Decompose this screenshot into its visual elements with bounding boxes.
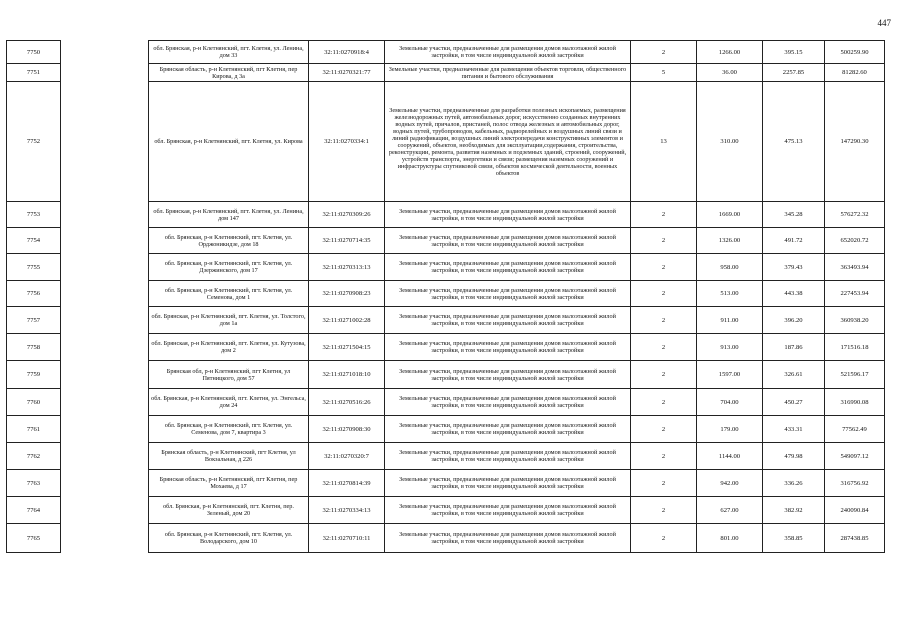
row-id: 7752 xyxy=(7,82,61,202)
cadastral-value-cell: 576272.32 xyxy=(825,202,885,228)
cadastral-value-cell: 81282.60 xyxy=(825,64,885,82)
gap xyxy=(61,470,149,497)
cadastral-value-cell: 147290.30 xyxy=(825,82,885,202)
cadastral-number-cell: 32:11:0270321:77 xyxy=(309,64,385,82)
cadastral-value-cell: 363493.94 xyxy=(825,254,885,281)
specific-value-cell: 345.28 xyxy=(763,202,825,228)
table-row xyxy=(7,64,885,82)
gap xyxy=(61,254,149,281)
row-id: 7760 xyxy=(7,389,61,416)
table-row xyxy=(7,470,885,497)
row-id: 7756 xyxy=(7,281,61,307)
gap xyxy=(61,334,149,361)
address-cell: Брянская область, р-н Клетнянский, пгт Клетня, пер Мохаева, д 17 xyxy=(149,470,309,497)
area-cell: 1597.00 xyxy=(697,361,763,389)
row-id: 7763 xyxy=(7,470,61,497)
cadastral-number-cell: 32:11:0270918:4 xyxy=(309,41,385,64)
cadastral-value-cell: 227453.94 xyxy=(825,281,885,307)
specific-value-cell: 450.27 xyxy=(763,389,825,416)
gap xyxy=(61,307,149,334)
area-cell: 1669.00 xyxy=(697,202,763,228)
address-cell: обл. Брянская, р-н Клетнянский, пгт. Клетня, ул. Энгельса, дом 24 xyxy=(149,389,309,416)
cadastral-value-cell: 360938.20 xyxy=(825,307,885,334)
table-row xyxy=(7,307,885,334)
cadastral-number-cell: 32:11:0270320:7 xyxy=(309,443,385,470)
cadastral-number-cell: 32:11:0270313:13 xyxy=(309,254,385,281)
area-cell: 704.00 xyxy=(697,389,763,416)
specific-value-cell: 187.86 xyxy=(763,334,825,361)
gap xyxy=(61,281,149,307)
group-cell: 2 xyxy=(631,202,697,228)
row-id: 7759 xyxy=(7,361,61,389)
cadastral-number-cell: 32:11:0270714:35 xyxy=(309,228,385,254)
area-cell: 911.00 xyxy=(697,307,763,334)
address-cell: обл. Брянская, р-н Клетнянский, пгт. Клетня, пер. Зеленый, дом 20 xyxy=(149,497,309,524)
gap xyxy=(61,64,149,82)
group-cell: 2 xyxy=(631,254,697,281)
cadastral-value-cell: 171516.18 xyxy=(825,334,885,361)
row-id: 7755 xyxy=(7,254,61,281)
gap xyxy=(61,416,149,443)
address-cell: обл. Брянская, р-н Клетнянский, пгт. Клетня, ул. Толстого, дом 1а xyxy=(149,307,309,334)
address-cell: обл. Брянская, р-н Клетнянский, пгт. Клетня, ул. Ленина, дом 33 xyxy=(149,41,309,64)
group-cell: 2 xyxy=(631,361,697,389)
cadastral-number-cell: 32:11:0270516:26 xyxy=(309,389,385,416)
area-cell: 942.00 xyxy=(697,470,763,497)
specific-value-cell: 479.98 xyxy=(763,443,825,470)
specific-value-cell: 433.31 xyxy=(763,416,825,443)
table-row xyxy=(7,254,885,281)
gap xyxy=(61,524,149,553)
area-cell: 801.00 xyxy=(697,524,763,553)
group-cell: 2 xyxy=(631,443,697,470)
cadastral-value-cell: 500259.90 xyxy=(825,41,885,64)
row-id: 7751 xyxy=(7,64,61,82)
address-cell: обл. Брянская, р-н Клетнянский, пгт. Клетня, ул. Володарского, дом 10 xyxy=(149,524,309,553)
land-use-cell: Земельные участки, предназначенные для размещения домов малоэтажной жилой застройки, в том числе индивидуальной жилой застройки xyxy=(385,497,631,524)
table-row xyxy=(7,202,885,228)
table-row xyxy=(7,497,885,524)
cadastral-value-table xyxy=(6,40,885,553)
table-row xyxy=(7,228,885,254)
group-cell: 2 xyxy=(631,334,697,361)
land-use-cell: Земельные участки, предназначенные для разработки полезных ископаемых, размещения железнодорожных путей, автомобильных дорог, искусственно созданных внутренних водных путей, причалов, пристаней, полос отвода железных и автомобильных дорог, водных путей, трубопроводов, кабельных, радиорелейных и воздушных линий связи и линий радиофикации, воздушных линий электропередачи конструктивных элементов и сооружений, объектов, необходимых для эксплуатации,содержания, строительства, реконструкции, ремонта, развития наземных и подземных зданий, строений, сооружений, устройств транспорта, энергетики и связи; размещения наземных сооружений и инфраструктуры спутниковой связи, объектов космической деятельности, военных объектов xyxy=(385,82,631,202)
land-use-cell: Земельные участки, предназначенные для размещения домов малоэтажной жилой застройки, в том числе индивидуальной жилой застройки xyxy=(385,361,631,389)
land-use-cell: Земельные участки, предназначенные для размещения домов малоэтажной жилой застройки, в том числе индивидуальной жилой застройки xyxy=(385,416,631,443)
land-use-cell: Земельные участки, предназначенные для размещения домов малоэтажной жилой застройки, в том числе индивидуальной жилой застройки xyxy=(385,334,631,361)
row-id: 7764 xyxy=(7,497,61,524)
address-cell: Брянская обл, р-н Клетнянский, пгт Клетня, ул Пятницкого, дом 57 xyxy=(149,361,309,389)
gap xyxy=(61,228,149,254)
specific-value-cell: 2257.85 xyxy=(763,64,825,82)
cadastral-number-cell: 32:11:0271002:28 xyxy=(309,307,385,334)
table-row xyxy=(7,334,885,361)
table-row xyxy=(7,416,885,443)
area-cell: 627.00 xyxy=(697,497,763,524)
land-use-cell: Земельные участки, предназначенные для размещения домов малоэтажной жилой застройки, в том числе индивидуальной жилой застройки xyxy=(385,470,631,497)
specific-value-cell: 326.61 xyxy=(763,361,825,389)
cadastral-number-cell: 32:11:0271018:10 xyxy=(309,361,385,389)
land-use-cell: Земельные участки, предназначенные для размещения домов малоэтажной жилой застройки, в том числе индивидуальной жилой застройки xyxy=(385,524,631,553)
gap xyxy=(61,41,149,64)
area-cell: 958.00 xyxy=(697,254,763,281)
group-cell: 5 xyxy=(631,64,697,82)
land-use-cell: Земельные участки, предназначенные для размещения домов малоэтажной жилой застройки, в том числе индивидуальной жилой застройки xyxy=(385,389,631,416)
group-cell: 2 xyxy=(631,497,697,524)
group-cell: 2 xyxy=(631,228,697,254)
specific-value-cell: 443.38 xyxy=(763,281,825,307)
address-cell: Брянская область, р-н Клетнянский, пгт Клетня, ул Вокзальная, д 226 xyxy=(149,443,309,470)
specific-value-cell: 382.92 xyxy=(763,497,825,524)
land-use-cell: Земельные участки, предназначенные для размещения домов малоэтажной жилой застройки, в том числе индивидуальной жилой застройки xyxy=(385,228,631,254)
gap xyxy=(61,82,149,202)
land-use-cell: Земельные участки, предназначенные для размещения домов малоэтажной жилой застройки, в том числе индивидуальной жилой застройки xyxy=(385,307,631,334)
area-cell: 513.00 xyxy=(697,281,763,307)
specific-value-cell: 379.43 xyxy=(763,254,825,281)
land-use-cell: Земельные участки, предназначенные для размещения домов малоэтажной жилой застройки, в том числе индивидуальной жилой застройки xyxy=(385,281,631,307)
cadastral-value-cell: 549097.12 xyxy=(825,443,885,470)
cadastral-number-cell: 32:11:0270334:13 xyxy=(309,497,385,524)
group-cell: 13 xyxy=(631,82,697,202)
area-cell: 36.00 xyxy=(697,64,763,82)
table-row xyxy=(7,361,885,389)
gap xyxy=(61,389,149,416)
land-use-cell: Земельные участки, предназначенные для размещения объектов торговли, общественного питания и бытового обслуживания xyxy=(385,64,631,82)
row-id: 7754 xyxy=(7,228,61,254)
gap xyxy=(61,361,149,389)
land-use-cell: Земельные участки, предназначенные для размещения домов малоэтажной жилой застройки, в том числе индивидуальной жилой застройки xyxy=(385,202,631,228)
row-id: 7765 xyxy=(7,524,61,553)
address-cell: обл. Брянская, р-н Клетнянский, пгт. Клетня, ул. Ленина, дом 147 xyxy=(149,202,309,228)
gap xyxy=(61,497,149,524)
address-cell: обл. Брянская, р-н Клетнянский, пгт. Клетня, ул. Семенова, дом 7, квартира 3 xyxy=(149,416,309,443)
cadastral-number-cell: 32:11:0270814:39 xyxy=(309,470,385,497)
group-cell: 2 xyxy=(631,41,697,64)
gap xyxy=(61,202,149,228)
area-cell: 310.00 xyxy=(697,82,763,202)
area-cell: 1266.00 xyxy=(697,41,763,64)
cadastral-value-cell: 316990.08 xyxy=(825,389,885,416)
group-cell: 2 xyxy=(631,307,697,334)
address-cell: обл. Брянская, р-н Клетнянский, пгт. Клетня, ул. Семенова, дом 1 xyxy=(149,281,309,307)
row-id: 7762 xyxy=(7,443,61,470)
group-cell: 2 xyxy=(631,389,697,416)
table-row xyxy=(7,82,885,202)
table-row xyxy=(7,389,885,416)
cadastral-number-cell: 32:11:0270908:30 xyxy=(309,416,385,443)
specific-value-cell: 396.20 xyxy=(763,307,825,334)
cadastral-number-cell: 32:11:0270908:23 xyxy=(309,281,385,307)
cadastral-number-cell: 32:11:0270710:11 xyxy=(309,524,385,553)
specific-value-cell: 358.85 xyxy=(763,524,825,553)
row-id: 7750 xyxy=(7,41,61,64)
cadastral-value-cell: 287438.85 xyxy=(825,524,885,553)
area-cell: 1144.00 xyxy=(697,443,763,470)
group-cell: 2 xyxy=(631,524,697,553)
group-cell: 2 xyxy=(631,416,697,443)
area-cell: 179.00 xyxy=(697,416,763,443)
specific-value-cell: 491.72 xyxy=(763,228,825,254)
table-row xyxy=(7,41,885,64)
row-id: 7757 xyxy=(7,307,61,334)
cadastral-number-cell: 32:11:0270309:26 xyxy=(309,202,385,228)
cadastral-number-cell: 32:11:0271504:15 xyxy=(309,334,385,361)
row-id: 7753 xyxy=(7,202,61,228)
cadastral-value-cell: 77562.49 xyxy=(825,416,885,443)
group-cell: 2 xyxy=(631,470,697,497)
area-cell: 913.00 xyxy=(697,334,763,361)
row-id: 7761 xyxy=(7,416,61,443)
group-cell: 2 xyxy=(631,281,697,307)
cadastral-value-cell: 652020.72 xyxy=(825,228,885,254)
address-cell: Брянская область, р-н Клетнянский, пгт Клетня, пер Кирова, д 3а xyxy=(149,64,309,82)
land-use-cell: Земельные участки, предназначенные для размещения домов малоэтажной жилой застройки, в том числе индивидуальной жилой застройки xyxy=(385,443,631,470)
land-use-cell: Земельные участки, предназначенные для размещения домов малоэтажной жилой застройки, в том числе индивидуальной жилой застройки xyxy=(385,254,631,281)
specific-value-cell: 395.15 xyxy=(763,41,825,64)
cadastral-number-cell: 32:11:0270334:1 xyxy=(309,82,385,202)
specific-value-cell: 475.13 xyxy=(763,82,825,202)
specific-value-cell: 336.26 xyxy=(763,470,825,497)
row-id: 7758 xyxy=(7,334,61,361)
address-cell: обл. Брянская, р-н Клетнянский, пгт. Клетня, ул. Дзержинского, дом 17 xyxy=(149,254,309,281)
address-cell: обл. Брянская, р-н Клетнянский, пгт. Клетня, ул. Кирова xyxy=(149,82,309,202)
gap xyxy=(61,443,149,470)
address-cell: обл. Брянская, р-н Клетнянский, пгт. Клетня, ул. Кутузова, дом 2 xyxy=(149,334,309,361)
page-number: 447 xyxy=(877,18,891,28)
cadastral-value-cell: 521596.17 xyxy=(825,361,885,389)
address-cell: обл. Брянская, р-н Клетнянский, пгт. Клетня, ул. Орджоникидзе, дом 18 xyxy=(149,228,309,254)
table-row xyxy=(7,524,885,553)
area-cell: 1326.00 xyxy=(697,228,763,254)
table-row xyxy=(7,443,885,470)
cadastral-value-cell: 316756.92 xyxy=(825,470,885,497)
table-row xyxy=(7,281,885,307)
land-use-cell: Земельные участки, предназначенные для размещения домов малоэтажной жилой застройки, в том числе индивидуальной жилой застройки xyxy=(385,41,631,64)
cadastral-value-cell: 240090.84 xyxy=(825,497,885,524)
